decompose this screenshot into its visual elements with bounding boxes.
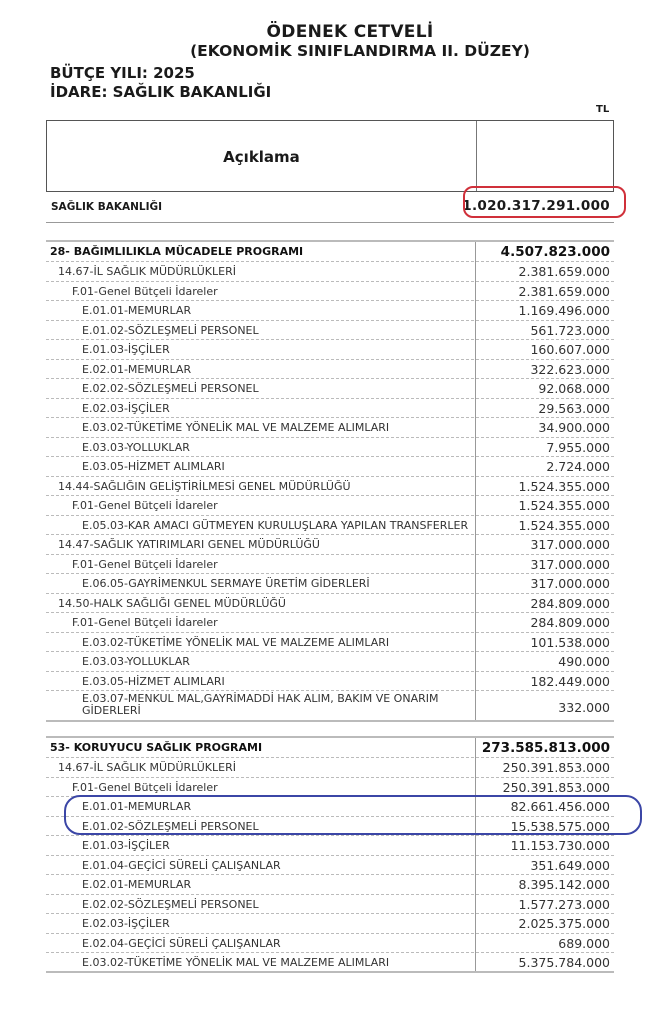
table-row <box>46 496 614 516</box>
column-label-description: Açıklama <box>223 148 300 166</box>
row-name: 14.67-İL SAĞLIK MÜDÜRLÜKLERİ <box>58 761 236 774</box>
table-row <box>46 672 614 692</box>
row-value: 284.809.000 <box>530 595 610 611</box>
row-name: 14.50-HALK SAĞLIĞI GENEL MÜDÜRLÜĞÜ <box>58 596 286 610</box>
table-row <box>46 613 614 633</box>
row-name: E.03.02-TÜKETİME YÖNELİK MAL VE MALZEME ALIMLARI <box>82 956 390 969</box>
table-row <box>46 399 614 419</box>
row-name: E.02.03-İŞÇİLER <box>82 401 170 415</box>
row-name: E.05.03-KAR AMACI GÜTMEYEN KURULUŞLARA YAPILAN TRANSFERLER <box>82 518 469 532</box>
row-name: E.01.03-İŞÇİLER <box>82 343 170 356</box>
table-row <box>46 379 614 399</box>
row-name: E.02.04-GEÇİCİ SÜRELİ ÇALIŞANLAR <box>82 936 281 950</box>
row-value: 5.375.784.000 <box>518 955 610 970</box>
row-value: 1.169.496.000 <box>518 303 610 318</box>
row-name: F.01-Genel Bütçeli İdareler <box>72 616 218 629</box>
row-name: 14.44-SAĞLIĞIN GELİŞTİRİLMESİ GENEL MÜDÜRLÜĞÜ <box>58 479 351 493</box>
row-value: 351.649.000 <box>530 857 610 873</box>
table-row <box>46 758 614 778</box>
row-name: E.03.07-MENKUL MAL,GAYRİMADDİ HAK ALIM, BAKIM VE ONARIM GİDERLERİ <box>82 692 439 717</box>
row-name: E.02.02-SÖZLEŞMELİ PERSONEL <box>82 897 259 911</box>
row-name: F.01-Genel Bütçeli İdareler <box>72 284 218 298</box>
row-name: E.03.05-HİZMET ALIMLARI <box>82 460 225 473</box>
row-value: 4.507.823.000 <box>500 244 610 260</box>
table-row <box>46 836 614 856</box>
table-row <box>46 301 614 321</box>
row-value: 1.524.355.000 <box>518 517 610 533</box>
table-row <box>46 652 614 672</box>
row-name: E.06.05-GAYRİMENKUL SERMAYE ÜRETİM GİDERLERİ <box>82 577 370 590</box>
row-name: E.03.03-YOLLUKLAR <box>82 655 190 668</box>
column-divider <box>476 121 477 191</box>
row-value: 317.000.000 <box>530 576 610 591</box>
table-header <box>46 120 614 192</box>
row-name: F.01-Genel Bütçeli İdareler <box>72 780 218 794</box>
row-value: 8.395.142.000 <box>518 877 610 892</box>
table-row <box>46 691 614 722</box>
row-value: 322.623.000 <box>530 361 610 377</box>
table-row <box>46 594 614 614</box>
row-value: 317.000.000 <box>530 556 610 572</box>
table-row <box>46 262 614 282</box>
row-name: E.03.05-HİZMET ALIMLARI <box>82 674 225 688</box>
table-row <box>46 340 614 360</box>
row-name: E.01.02-SÖZLEŞMELİ PERSONEL <box>82 819 259 833</box>
row-name: 28- BAĞIMLILIKLA MÜCADELE PROGRAMI <box>50 245 304 258</box>
budget-year: BÜTÇE YILI: 2025 <box>50 64 195 82</box>
row-value: 2.381.659.000 <box>518 283 610 299</box>
table-row <box>46 438 614 458</box>
table-row <box>46 875 614 895</box>
table-row <box>46 856 614 876</box>
table-row <box>46 934 614 954</box>
table-row <box>46 574 614 594</box>
row-value: 11.153.730.000 <box>510 838 610 853</box>
row-name: E.02.01-MEMURLAR <box>82 362 192 376</box>
table-row <box>46 914 614 934</box>
program-row <box>46 242 614 262</box>
total-name: SAĞLIK BAKANLIĞI <box>51 201 162 213</box>
total-value: 1.020.317.291.000 <box>462 198 610 214</box>
row-value: 490.000 <box>558 654 610 669</box>
row-name: E.02.02-SÖZLEŞMELİ PERSONEL <box>82 382 259 395</box>
row-value: 82.661.456.000 <box>510 799 610 814</box>
table-row <box>46 457 614 477</box>
row-name: 14.47-SAĞLIK YATIRIMLARI GENEL MÜDÜRLÜĞÜ <box>58 538 320 551</box>
document-subtitle: (EKONOMİK SINIFLANDIRMA II. DÜZEY) <box>190 42 530 60</box>
row-name: E.01.01-MEMURLAR <box>82 800 192 813</box>
program-row <box>46 738 614 758</box>
row-value: 317.000.000 <box>530 537 610 552</box>
row-name: E.02.01-MEMURLAR <box>82 878 192 891</box>
administration: İDARE: SAĞLIK BAKANLIĞI <box>50 83 272 101</box>
row-value: 561.723.000 <box>530 322 610 338</box>
table-row <box>46 895 614 915</box>
row-value: 160.607.000 <box>530 342 610 357</box>
row-name: E.03.03-YOLLUKLAR <box>82 440 190 454</box>
row-value: 1.524.355.000 <box>518 498 610 513</box>
row-value: 2.724.000 <box>546 459 610 474</box>
table-row <box>46 477 614 497</box>
document-title: ÖDENEK CETVELİ <box>266 22 434 42</box>
row-name: E.01.01-MEMURLAR <box>82 304 192 317</box>
row-name: 53- KORUYUCU SAĞLIK PROGRAMI <box>50 741 263 754</box>
row-value: 34.900.000 <box>538 420 610 435</box>
row-value: 7.955.000 <box>546 439 610 455</box>
blue-highlight-circle <box>64 795 642 835</box>
row-value: 250.391.853.000 <box>502 779 610 795</box>
row-value: 2.381.659.000 <box>518 264 610 279</box>
program-section <box>46 736 614 973</box>
currency-label: TL <box>596 104 610 115</box>
row-value: 101.538.000 <box>530 634 610 650</box>
table-row <box>46 282 614 302</box>
table-row <box>46 418 614 438</box>
row-value: 2.025.375.000 <box>518 916 610 931</box>
row-name: F.01-Genel Bütçeli İdareler <box>72 499 218 512</box>
row-value: 92.068.000 <box>538 381 610 396</box>
row-name: E.02.03-İŞÇİLER <box>82 917 170 930</box>
row-value: 1.524.355.000 <box>518 478 610 494</box>
table-row <box>46 555 614 575</box>
table-row <box>46 633 614 653</box>
row-value: 29.563.000 <box>538 400 610 416</box>
row-name: E.03.02-TÜKETİME YÖNELİK MAL VE MALZEME ALIMLARI <box>82 635 390 649</box>
row-name: E.01.04-GEÇİCİ SÜRELİ ÇALIŞANLAR <box>82 858 281 872</box>
table-row <box>46 360 614 380</box>
table-row <box>46 535 614 555</box>
row-name: E.01.02-SÖZLEŞMELİ PERSONEL <box>82 323 259 337</box>
row-value: 284.809.000 <box>530 615 610 630</box>
row-value: 15.538.575.000 <box>510 818 610 834</box>
row-value: 689.000 <box>558 935 610 951</box>
row-name: 14.67-İL SAĞLIK MÜDÜRLÜKLERİ <box>58 265 236 278</box>
row-value: 250.391.853.000 <box>502 760 610 775</box>
table-row <box>46 516 614 536</box>
table-row <box>46 953 614 973</box>
row-value: 332.000 <box>558 700 610 715</box>
red-highlight-circle <box>463 186 626 218</box>
row-name: F.01-Genel Bütçeli İdareler <box>72 557 218 571</box>
row-value: 273.585.813.000 <box>481 740 610 756</box>
row-name: E.01.03-İŞÇİLER <box>82 839 170 852</box>
row-value: 1.577.273.000 <box>518 896 610 912</box>
table-row <box>46 321 614 341</box>
row-name: E.03.02-TÜKETİME YÖNELİK MAL VE MALZEME ALIMLARI <box>82 421 390 434</box>
row-value: 182.449.000 <box>530 673 610 689</box>
program-section <box>46 240 614 722</box>
